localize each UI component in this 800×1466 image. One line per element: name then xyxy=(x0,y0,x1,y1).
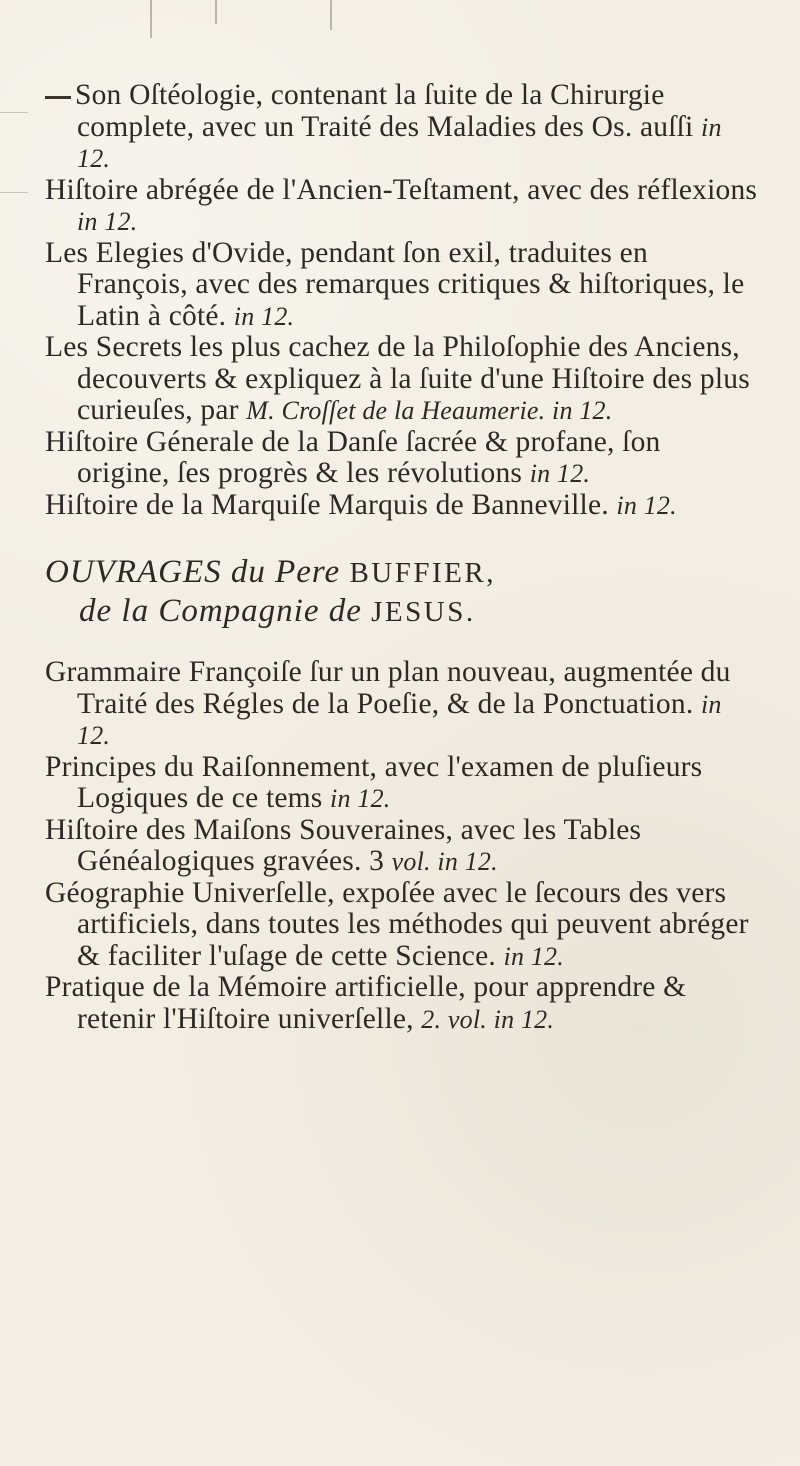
entry-format: 2. vol. in 12. xyxy=(421,1004,555,1034)
margin-mark xyxy=(0,192,28,193)
catalog-entry xyxy=(45,427,760,490)
heading-line2-caps: JESUS. xyxy=(371,596,476,628)
entry-title: Géographie Univerſelle, expoſée avec le ſecours des vers artificiels, dans toutes les méthodes qui peuvent abréger & faciliter l'uſage de cette Science. xyxy=(45,876,749,972)
entry-title: Son Oſtéologie, contenant la ſuite de la Chirurgie complete, avec un Traité des Maladies des Os. auſſi xyxy=(75,79,694,143)
catalog-entry xyxy=(45,657,760,752)
entry-title: Hiſtoire des Maiſons Souveraines, avec les Tables Généalogiques gravées. 3 xyxy=(45,813,642,877)
margin-mark xyxy=(0,112,28,113)
heading-line1-caps: BUFFIER, xyxy=(349,557,496,589)
catalog-entry xyxy=(45,490,760,522)
heading-line2-italic: de la Compagnie de xyxy=(79,593,362,629)
catalog-entry xyxy=(45,878,760,973)
dash-mark-icon xyxy=(45,96,71,99)
catalog-entry xyxy=(45,815,760,878)
catalog-entry xyxy=(45,752,760,815)
catalog-content xyxy=(45,80,760,1035)
entry-title: Principes du Raiſonnement, avec l'examen de pluſieurs Logiques de ce tems xyxy=(45,750,703,814)
entry-format: M. Croſſet de la Heaumerie. in 12. xyxy=(246,396,613,425)
heading-line1-italic: OUVRAGES du Pere xyxy=(45,554,341,590)
catalog-entry xyxy=(45,332,760,427)
entry-format: in 12. xyxy=(77,207,138,236)
entry-format: in 12. xyxy=(330,784,391,813)
entry-format: vol. in 12. xyxy=(391,847,498,876)
catalog-entry xyxy=(45,175,760,238)
entries-top xyxy=(45,80,760,521)
entry-format: in 12. xyxy=(529,459,591,488)
entry-format: in 12. xyxy=(77,689,722,750)
entry-format: in 12. xyxy=(503,941,564,971)
entry-title: Hiſtoire de la Marquiſe Marquis de Banneville. xyxy=(45,488,609,521)
top-edge-marks xyxy=(120,0,380,60)
entry-title: Les Secrets les plus cachez de la Philoſophie des Anciens, decouverts & expliquez à la ſuite d'une Hiſtoire des plus curieuſes, par xyxy=(45,331,750,426)
catalog-entry xyxy=(45,80,760,175)
entry-title: Grammaire Françoiſe ſur un plan nouveau, augmentée du Traité des Régles de la Poeſie, & de la Ponctuation. xyxy=(45,656,731,720)
entry-format: in 12. xyxy=(77,112,722,173)
catalog-entry xyxy=(45,238,760,333)
catalog-entry xyxy=(45,972,760,1035)
entry-title: Hiſtoire Génerale de la Danſe ſacrée & profane, ſon origine, ſes progrès & les révolutions xyxy=(45,425,661,489)
section-heading xyxy=(45,553,760,631)
entry-title: Pratique de la Mémoire artificielle, pour apprendre & retenir l'Hiſtoire univerſelle, xyxy=(45,971,687,1035)
entry-title: Hiſtoire abrégée de l'Ancien-Teſtament, avec des réflexions xyxy=(45,173,758,206)
entries-bottom xyxy=(45,657,760,1035)
entry-format: in 12. xyxy=(233,301,295,331)
entry-format: in 12. xyxy=(616,490,677,520)
entry-title: Les Elegies d'Ovide, pendant ſon exil, traduites en François, avec des remarques critiques & hiſtoriques, le Latin à côté. xyxy=(45,236,745,332)
